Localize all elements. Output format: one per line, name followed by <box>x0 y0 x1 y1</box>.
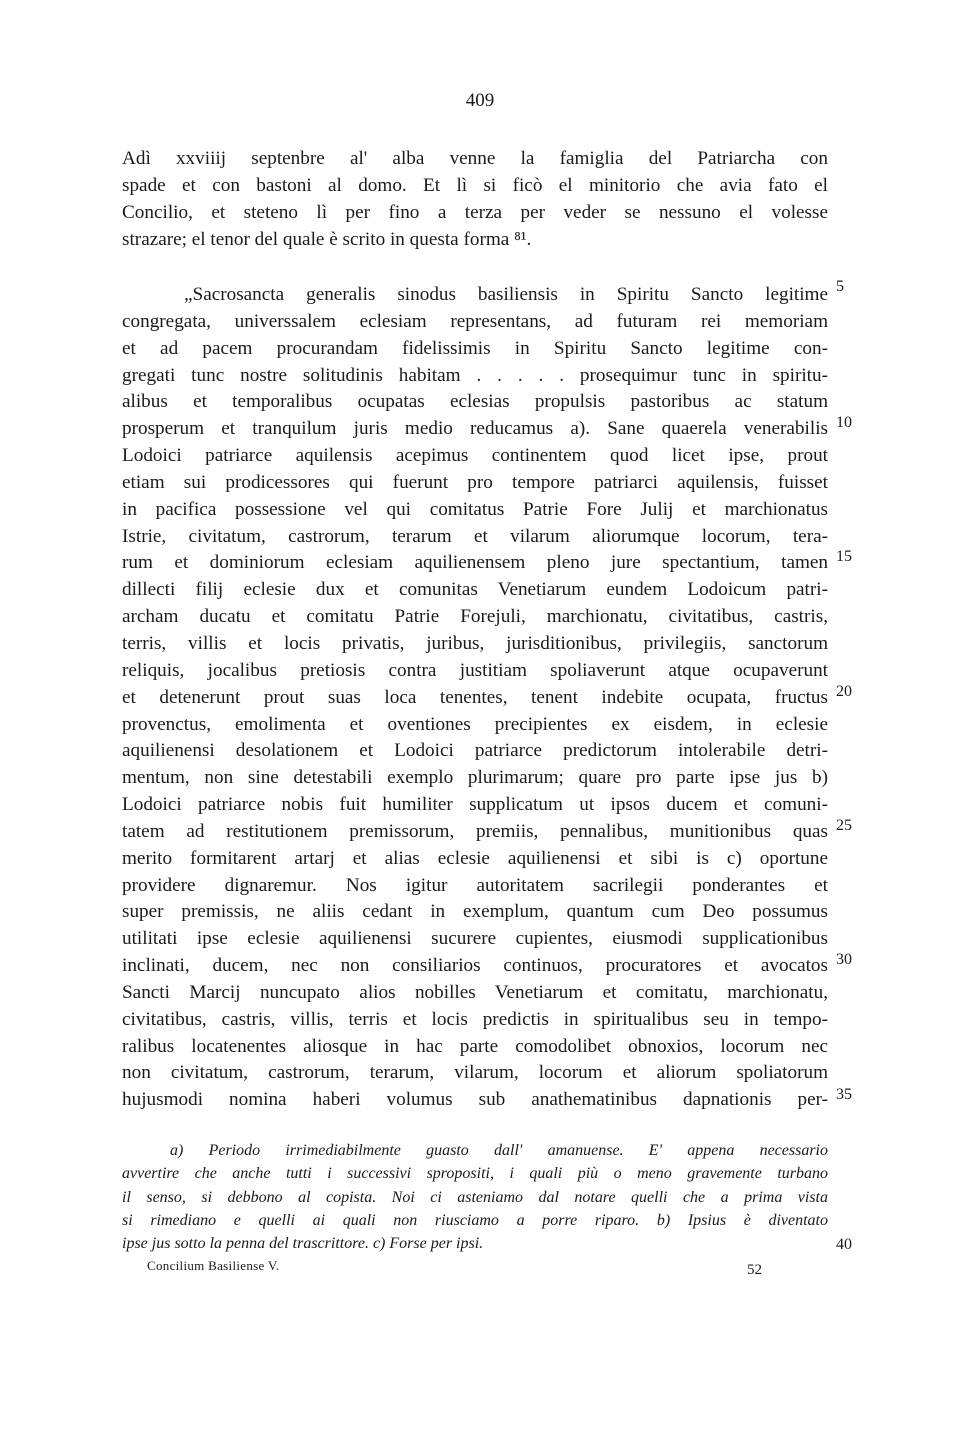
text-line: et detenerunt prout suas loca tenentes, tenent indebite ocupata, fructus <box>122 686 828 708</box>
text-line: civitatibus, castris, villis, terris et locis predictis in spiritualibus seu in tempo- <box>122 1008 828 1030</box>
text-line: alibus et temporalibus ocupatas eclesias propulsis pastoribus ac statum <box>122 391 828 413</box>
text-line: etiam sui prodicessores qui fuerunt pro tempore patriarci aquilensis, fuisset <box>122 471 828 493</box>
line-number: 10 <box>836 414 852 431</box>
line-number: 35 <box>836 1086 852 1103</box>
line-number: 25 <box>836 817 852 834</box>
text-line: Istrie, civitatum, castrorum, terarum et vilarum aliorumque locorum, tera- <box>122 525 828 547</box>
text-line: Lodoici patriarce nobis fuit humiliter supplicatum ut ipsos ducem et comuni- <box>122 794 828 816</box>
paragraph-decree <box>122 282 828 1114</box>
text-line: super premissis, ne aliis cedant in exemplum, quantum cum Deo possumus <box>122 901 828 923</box>
footnote-line: a) Periodo irrimediabilmente guasto dall' amanuense. E' appena necessario <box>170 1142 828 1159</box>
footnote-line: il senso, si debbono al copista. Noi ci asteniamo dal notare quelli che a prima vista <box>122 1188 828 1206</box>
text-line: aquilienensi desolationem et Lodoici patriarce predictorum intolerabile detri- <box>122 740 828 762</box>
text-line: rum et dominiorum eclesiam aquilienensem pleno jure spectantium, tamen <box>122 552 828 574</box>
page-number: 409 <box>465 90 495 111</box>
paragraph-intro <box>122 146 828 253</box>
text-line: utilitati ipse eclesie aquilienensi sucurere cupientes, eiusmodi supplicationibus <box>122 928 828 950</box>
footnote-line: avvertire che anche tutti i successivi spropositi, i quali più o meno gravemente turbano <box>122 1165 828 1183</box>
text-line: reliquis, jocalibus pretiosis contra justitiam spoliaverunt atque ocupaverunt <box>122 659 828 681</box>
text-line: inclinati, ducem, nec non consiliarios continuos, procuratores et avocatos <box>122 955 828 977</box>
text-line: providere dignaremur. Nos igitur autoritatem sacrilegii ponderantes et <box>122 874 828 896</box>
text-line: merito formitarent artarj et alias eclesie aquilienensi et sibi is c) oportune <box>122 847 828 869</box>
text-line: terris, villis et locis privatis, juribus, jurisditionibus, privilegiis, sanctorum <box>122 632 828 654</box>
text-line: „Sacrosancta generalis sinodus basiliensis in Spiritu Sancto legitime <box>184 284 828 305</box>
text-line: Lodoici patriarce aquilensis acepimus continentem quod licet ipse, prout <box>122 445 828 467</box>
text-line: spade et con bastoni al domo. Et lì si ficò el minitorio che avia fato el <box>122 174 828 196</box>
text-line: provenctus, emolimenta et oventiones precipientes ex eisdem, in eclesie <box>122 713 828 735</box>
footnotes <box>122 1139 828 1255</box>
text-line: archam ducatu et comitatu Patrie Forejuli, marchionatu, civitatibus, castris, <box>122 606 828 628</box>
line-number: 15 <box>836 548 852 565</box>
text-line: in pacifica possessione vel qui comitatus Patrie Fore Julij et marchionatus <box>122 498 828 520</box>
text-line: non civitatum, castrorum, terarum, vilarum, locorum et aliorum spoliatorum <box>122 1062 828 1084</box>
line-number: 20 <box>836 683 852 700</box>
text-line: hujusmodi nomina haberi volumus sub anathematinibus dapnationis per- <box>122 1089 828 1111</box>
line-number: 30 <box>836 951 852 968</box>
footnote-line: si rimediano e quelli ai quali non riusciamo a porre riparo. b) Ipsius è diventato <box>122 1211 828 1229</box>
text-line: prosperum et tranquilum juris medio reducamus a). Sane quaerela venerabilis <box>122 418 828 440</box>
text-line: tatem ad restitutionem premissorum, premiis, pennalibus, munitionibus quas <box>122 820 828 842</box>
line-number: 40 <box>836 1236 852 1253</box>
text-line: gregati tunc nostre solitudinis habitam . . . . . prosequimur tunc in spiritu- <box>122 364 828 386</box>
text-line: et ad pacem procurandam fidelissimis in Spiritu Sancto legitime con- <box>122 337 828 359</box>
signature-mark: 52 <box>747 1262 762 1278</box>
line-number: 5 <box>836 278 844 295</box>
text-line: Adì xxviiij septenbre al' alba venne la famiglia del Patriarcha con <box>122 148 828 169</box>
footnote-line: ipse jus sotto la penna del trascrittore. c) Forse per ipsi. <box>122 1235 484 1253</box>
text-line: ralibus locatenentes aliosque in hac parte comodolibet obnoxios, locorum nec <box>122 1035 828 1057</box>
text-line: congregata, universsalem eclesiam representans, ad futuram rei memoriam <box>122 310 828 332</box>
running-footer: Concilium Basiliense V. <box>147 1258 280 1273</box>
text-line: dillecti filij eclesie dux et comunitas Venetiarum eundem Lodoicum patri- <box>122 579 828 601</box>
text-line: strazare; el tenor del quale è scrito in questa forma ⁸¹. <box>122 228 532 250</box>
text-line: Sancti Marcij nuncupato alios nobilles Venetiarum et comitatu, marchionatu, <box>122 981 828 1003</box>
text-line: Concilio, et steteno lì per fino a terza per veder se nessuno el volesse <box>122 201 828 223</box>
text-line: mentum, non sine detestabili exemplo plurimarum; quare pro parte ipse jus b) <box>122 767 828 789</box>
